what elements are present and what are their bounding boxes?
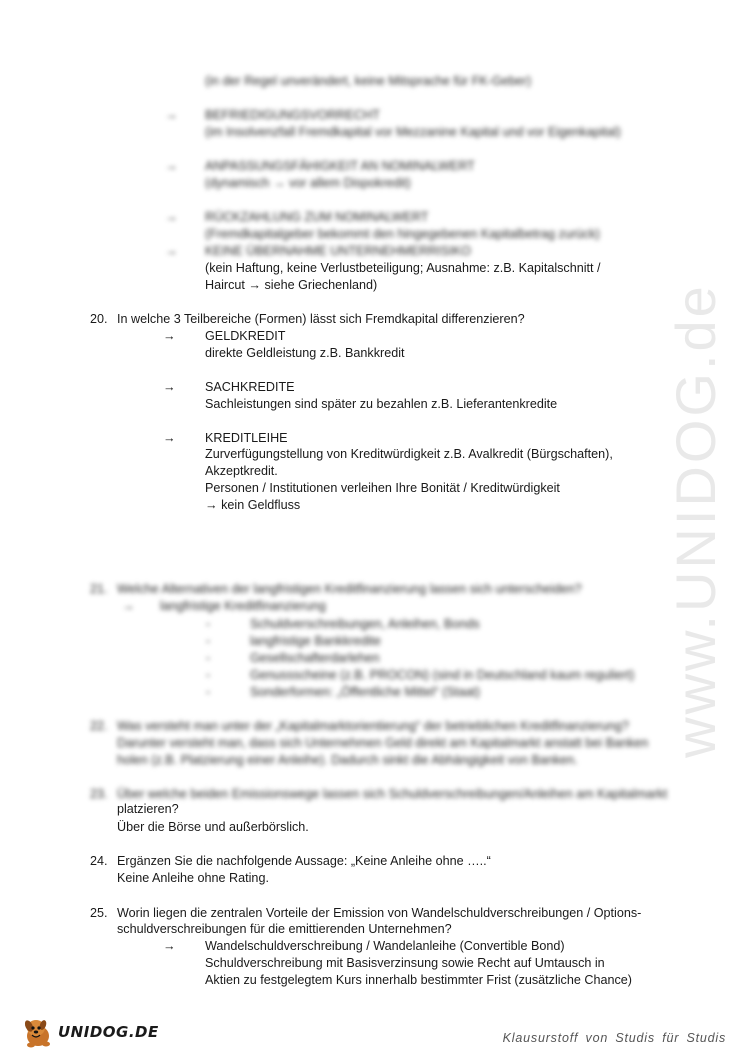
- blurred-mid-line: -: [206, 651, 211, 665]
- blurred-top-line: →: [165, 159, 178, 173]
- blurred-mid-line: langfristige Kreditfinanzierung: [160, 599, 326, 613]
- q20-item2-arrow: →: [163, 380, 176, 394]
- blurred-top-line: KEINE ÜBERNAHME UNTERNEHMERRISIKO: [205, 244, 471, 258]
- unidog-logo[interactable]: [22, 1014, 162, 1050]
- q20-item2-line: Sachleistungen sind später zu bezahlen z.B. Lieferantenkredite: [205, 397, 558, 411]
- blurred-mid-line: Gesellschafterdarlehen: [250, 651, 380, 665]
- blurred-top-line: ANPASSUNGSFÄHIGKEIT AN NOMINALWERT: [205, 159, 475, 173]
- q25-question-line1: Worin liegen die zentralen Vorteile der Emission von Wandelschuldverschreibungen / Options-: [117, 906, 642, 920]
- q25-answer-line1: Wandelschuldverschreibung / Wandelanleihe (Convertible Bond): [205, 939, 565, 953]
- dog-mascot-icon: [22, 1014, 58, 1050]
- blurred-mid-line: Was versteht man unter der „Kapitalmarktorientierung“ der betrieblichen Kreditfinanzierung?: [117, 719, 629, 733]
- blurred-mid-line: Welche Alternativen der langfristigen Kreditfinanzierung lassen sich unterscheiden?: [117, 582, 582, 596]
- blurred-mid-line: 23.: [90, 787, 108, 801]
- blurred-top-line: (im Insolvenzfall Fremdkapital vor Mezzanine Kapital und vor Eigenkapital): [205, 125, 621, 139]
- q25-number: 25.: [90, 906, 108, 920]
- blurred-mid-line: Darunter versteht man, dass sich Unternehmen Geld direkt am Kapitalmarkt anstatt bei Banken: [117, 736, 649, 750]
- blurred-mid-line: Genussscheine (z.B. PROCON) (sind in Deutschland kaum reguliert): [250, 668, 635, 682]
- blurred-mid-line: 21.: [90, 582, 108, 596]
- q20-item1-title: GELDKREDIT: [205, 329, 286, 343]
- blurred-mid-line: Sonderformen: „Öffentliche Mittel“ (Staat): [250, 685, 481, 699]
- blurred-mid-line: Schuldverschreibungen, Anleihen, Bonds: [250, 617, 480, 631]
- q20-item1-line: direkte Geldleistung z.B. Bankkredit: [205, 346, 405, 360]
- logo-text: UNIDOG.DE: [58, 1023, 159, 1041]
- blurred-top-line: RÜCKZAHLUNG ZUM NOMINALWERT: [205, 210, 429, 224]
- blurred-mid-line: -: [206, 685, 211, 699]
- blurred-top-line: →: [165, 210, 178, 224]
- q20-item3-line1: Zurverfügungstellung von Kreditwürdigkeit z.B. Avalkredit (Bürgschaften),: [205, 447, 613, 461]
- blurred-mid-line: Über welche beiden Emissionswege lassen sich Schuldverschreibungen/Anleihen am Kapitalmarkt: [117, 787, 668, 801]
- blurred-top-line: (dynamisch → vor allem Dispokredit): [205, 176, 411, 190]
- blurred-mid-line: →: [122, 599, 135, 613]
- blurred-mid-line: -: [206, 668, 211, 682]
- q25-answer-line3: Aktien zu festgelegtem Kurs innerhalb bestimmter Frist (zusätzliche Chance): [205, 973, 632, 987]
- q23-question-cont: platzieren?: [117, 802, 179, 816]
- q25-question-line2: schuldverschreibungen für die emittierenden Unternehmen?: [117, 922, 452, 936]
- q20-item2-title: SACHKREDITE: [205, 380, 295, 394]
- watermark: [640, 282, 750, 758]
- watermark-text: www.UNIDOG.de: [663, 282, 727, 758]
- q25-answer-line2: Schuldverschreibung mit Basisverzinsung sowie Recht auf Umtausch in: [205, 956, 605, 970]
- blurred-mid-line: -: [206, 634, 211, 648]
- q24-answer: Keine Anleihe ohne Rating.: [117, 871, 269, 885]
- blurred-top-line: (in der Regel unverändert, keine Mitsprache für FK-Geber): [205, 74, 532, 88]
- q20-item3-title: KREDITLEIHE: [205, 431, 288, 445]
- q20-question: In welche 3 Teilbereiche (Formen) lässt sich Fremdkapital differenzieren?: [117, 312, 525, 326]
- blurred-mid-line: langfristige Bankkredite: [250, 634, 381, 648]
- blurred-mid-line: holen (z.B. Platzierung einer Anleihe). Dadurch sinkt die Abhängigkeit von Banken.: [117, 753, 578, 767]
- q20-item3-line3: Personen / Institutionen verleihen Ihre Bonität / Kreditwürdigkeit: [205, 481, 560, 495]
- q24-question: Ergänzen Sie die nachfolgende Aussage: „Keine Anleihe ohne …..“: [117, 854, 491, 868]
- top-continuation-line2: Haircut → siehe Griechenland): [205, 278, 378, 292]
- q20-item3-arrow: →: [163, 431, 176, 445]
- blurred-mid-line: -: [206, 617, 211, 631]
- blurred-top-line: →: [165, 244, 178, 258]
- q20-item3-line2: Akzeptkredit.: [205, 464, 278, 478]
- blurred-top-line: →: [165, 108, 178, 122]
- footer-tagline: Klausurstoff von Studis für Studis: [502, 1031, 726, 1045]
- blurred-mid-line: 22.: [90, 719, 108, 733]
- blurred-top-line: BEFRIEDIGUNGSVORRECHT: [205, 108, 380, 122]
- q20-item3-line4: → kein Geldfluss: [205, 498, 301, 512]
- top-continuation-line1: (kein Haftung, keine Verlustbeteiligung; Ausnahme: z.B. Kapitalschnitt /: [205, 261, 601, 275]
- q24-number: 24.: [90, 854, 108, 868]
- blurred-top-line: (Fremdkapitalgeber bekommt den hingegebenen Kapitalbetrag zurück): [205, 227, 600, 241]
- q20-number: 20.: [90, 312, 108, 326]
- q25-arrow: →: [163, 939, 176, 953]
- q20-item1-arrow: →: [163, 329, 176, 343]
- q23-answer: Über die Börse und außerbörslich.: [117, 820, 309, 834]
